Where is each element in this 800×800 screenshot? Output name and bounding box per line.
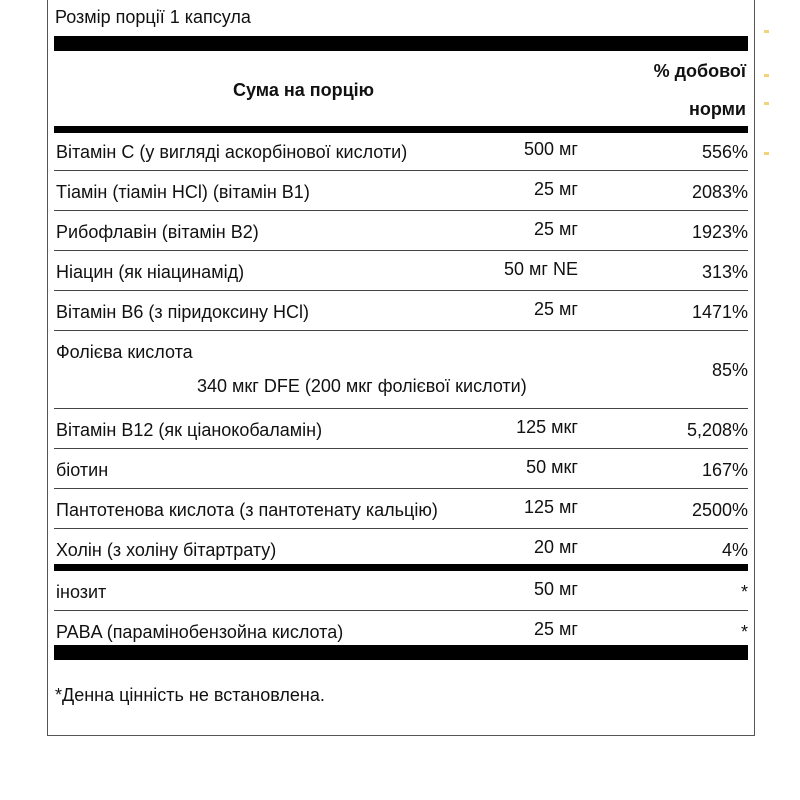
edge-mark [764, 152, 769, 155]
nutrient-name: біотин [56, 460, 109, 480]
row-divider [54, 250, 748, 251]
edge-mark [764, 30, 769, 33]
nutrient-dv: 556% [701, 142, 748, 162]
nutrient-dv: 167% [701, 460, 748, 480]
nutrient-amount: 500 мг [524, 139, 578, 159]
nutrient-dv: 1471% [691, 302, 748, 322]
nutrient-dv: 2500% [691, 500, 748, 520]
daily-value-header-line2: норми [688, 99, 746, 119]
nutrient-dv: 1923% [691, 222, 748, 242]
nutrient-name: Холін (з холіну бітартрату) [56, 540, 277, 560]
edge-mark [764, 74, 769, 77]
nutrient-name: Рибофлавін (вітамін B2) [56, 222, 259, 242]
nutrient-name: Фолієва кислота [56, 342, 193, 362]
nutrient-dv: 313% [701, 262, 748, 282]
nutrient-amount: 25 мг [534, 619, 578, 639]
nutrient-amount: 125 мг [524, 497, 578, 517]
nutrient-amount: 25 мг [534, 299, 578, 319]
nutrient-name: PABA (парамінобензойна кислота) [56, 622, 344, 642]
table-row [54, 342, 748, 402]
section-divider-bar [54, 564, 748, 571]
row-divider [54, 610, 748, 611]
nutrient-amount: 50 мг [534, 579, 578, 599]
nutrient-name: Вітамін С (у вигляді аскорбінової кислоти) [56, 142, 408, 162]
edge-mark [764, 102, 769, 105]
supplement-facts-panel [47, 0, 755, 736]
nutrient-amount: 125 мкг [516, 417, 578, 437]
row-divider [54, 488, 748, 489]
top-divider-bar [54, 36, 748, 51]
amount-per-serving-header: Сума на порцію [233, 80, 375, 100]
nutrient-name: Вітамін В12 (як ціанокобаламін) [56, 420, 323, 440]
nutrient-dv: * [740, 582, 748, 602]
footnote: *Денна цінність не встановлена. [55, 685, 325, 705]
nutrient-amount: 340 мкг DFE (200 мкг фолієвої кислоти) [197, 376, 527, 396]
row-divider [54, 290, 748, 291]
row-divider [54, 170, 748, 171]
nutrient-amount: 25 мг [534, 219, 578, 239]
nutrient-amount: 20 мг [534, 537, 578, 557]
nutrient-name: Тіамін (тіамін HCl) (вітамін B1) [56, 182, 310, 202]
bottom-divider-bar [54, 645, 748, 660]
nutrient-dv: 2083% [691, 182, 748, 202]
row-divider [54, 330, 748, 331]
nutrient-name: Ніацин (як ніацинамід) [56, 262, 245, 282]
row-divider [54, 408, 748, 409]
nutrient-name: інозит [56, 582, 107, 602]
nutrient-dv: 5,208% [686, 420, 748, 440]
nutrient-amount: 50 мг NE [504, 259, 578, 279]
daily-value-header-line1: % добової [653, 61, 746, 81]
nutrient-dv: 4% [721, 540, 748, 560]
serving-size: Розмір порції 1 капсула [55, 7, 251, 27]
nutrient-name: Вітамін В6 (з піридоксину HCl) [56, 302, 310, 322]
nutrient-name: Пантотенова кислота (з пантотенату кальцію) [56, 500, 438, 520]
row-divider [54, 210, 748, 211]
header-divider-bar [54, 126, 748, 133]
nutrient-dv: * [740, 622, 748, 642]
nutrient-dv: 85% [711, 360, 748, 380]
row-divider [54, 528, 748, 529]
nutrient-amount: 25 мг [534, 179, 578, 199]
nutrient-amount: 50 мкг [526, 457, 578, 477]
row-divider [54, 448, 748, 449]
